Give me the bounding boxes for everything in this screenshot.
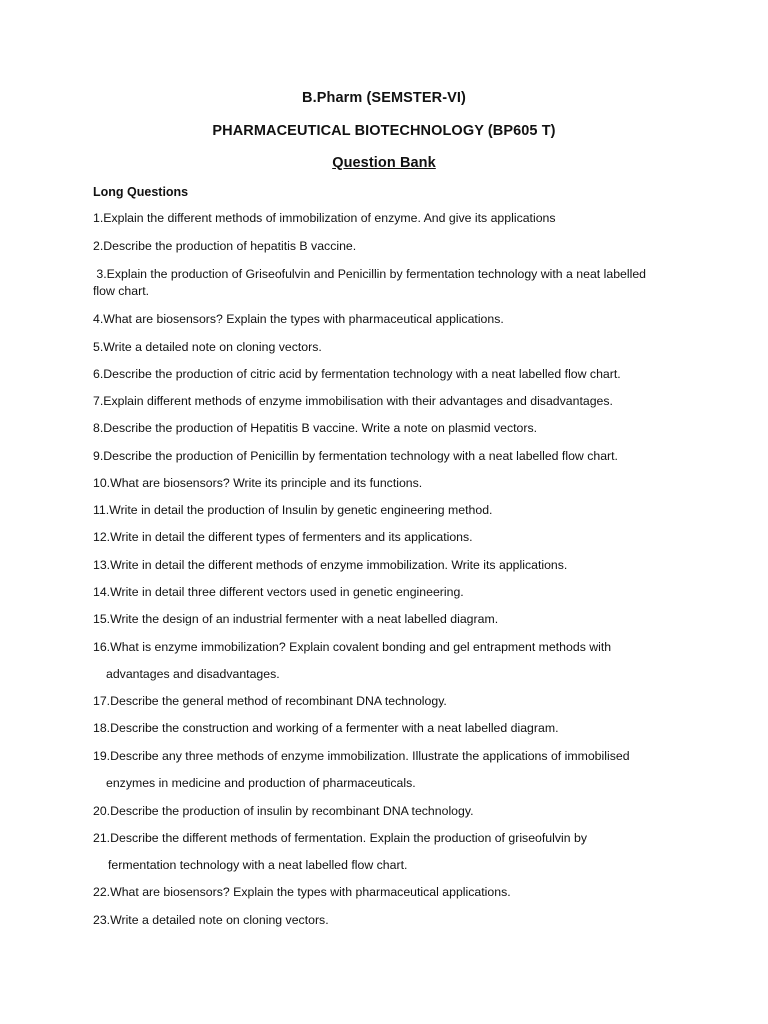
question-item: 18.Describe the construction and working of a fermenter with a neat labelled diagram. — [93, 721, 559, 735]
question-item: 5.Write a detailed note on cloning vectors. — [93, 340, 322, 354]
question-item: 19.Describe any three methods of enzyme immobilization. Illustrate the applications of immobilised — [93, 749, 630, 763]
question-item: 3.Explain the production of Griseofulvin and Penicillin by fermentation technology with a neat labelled flow chart. — [93, 267, 650, 298]
question-item: 2.Describe the production of hepatitis B vaccine. — [93, 239, 357, 253]
course-title: B.Pharm (SEMSTER-VI) — [302, 90, 466, 106]
question-continuation: fermentation technology with a neat labelled flow chart. — [108, 858, 408, 872]
question-item: 21.Describe the different methods of fermentation. Explain the production of griseofulvin by — [93, 831, 587, 845]
question-item: 15.Write the design of an industrial fermenter with a neat labelled diagram. — [93, 612, 499, 626]
question-item: 7.Explain different methods of enzyme immobilisation with their advantages and disadvantages. — [93, 394, 613, 408]
question-item: 23.Write a detailed note on cloning vectors. — [93, 913, 329, 927]
question-item: 17.Describe the general method of recombinant DNA technology. — [93, 694, 447, 708]
question-continuation: enzymes in medicine and production of pharmaceuticals. — [106, 776, 416, 790]
subject-title: PHARMACEUTICAL BIOTECHNOLOGY (BP605 T) — [212, 123, 556, 139]
question-item: 4.What are biosensors? Explain the types with pharmaceutical applications. — [93, 312, 504, 326]
question-item: 10.What are biosensors? Write its principle and its functions. — [93, 476, 423, 490]
question-continuation: advantages and disadvantages. — [106, 667, 280, 681]
question-item: 1.Explain the different methods of immobilization of enzyme. And give its applications — [93, 211, 556, 225]
question-item: 12.Write in detail the different types of fermenters and its applications. — [93, 530, 473, 544]
question-item: 9.Describe the production of Penicillin by fermentation technology with a neat labelled flow chart. — [93, 449, 618, 463]
question-item: 11.Write in detail the production of Insulin by genetic engineering method. — [93, 503, 493, 517]
question-item: 20.Describe the production of insulin by recombinant DNA technology. — [93, 804, 474, 818]
question-item: 13.Write in detail the different methods of enzyme immobilization. Write its applications. — [93, 558, 568, 572]
question-item: 22.What are biosensors? Explain the types with pharmaceutical applications. — [93, 885, 511, 899]
document-title: Question Bank — [332, 155, 436, 171]
question-item: 8.Describe the production of Hepatitis B vaccine. Write a note on plasmid vectors. — [93, 421, 538, 435]
question-item: 14.Write in detail three different vectors used in genetic engineering. — [93, 585, 464, 599]
question-item: 6.Describe the production of citric acid by fermentation technology with a neat labelled flow chart. — [93, 367, 621, 381]
question-item: 16.What is enzyme immobilization? Explain covalent bonding and gel entrapment methods with — [93, 640, 612, 654]
section-heading: Long Questions — [93, 185, 189, 199]
